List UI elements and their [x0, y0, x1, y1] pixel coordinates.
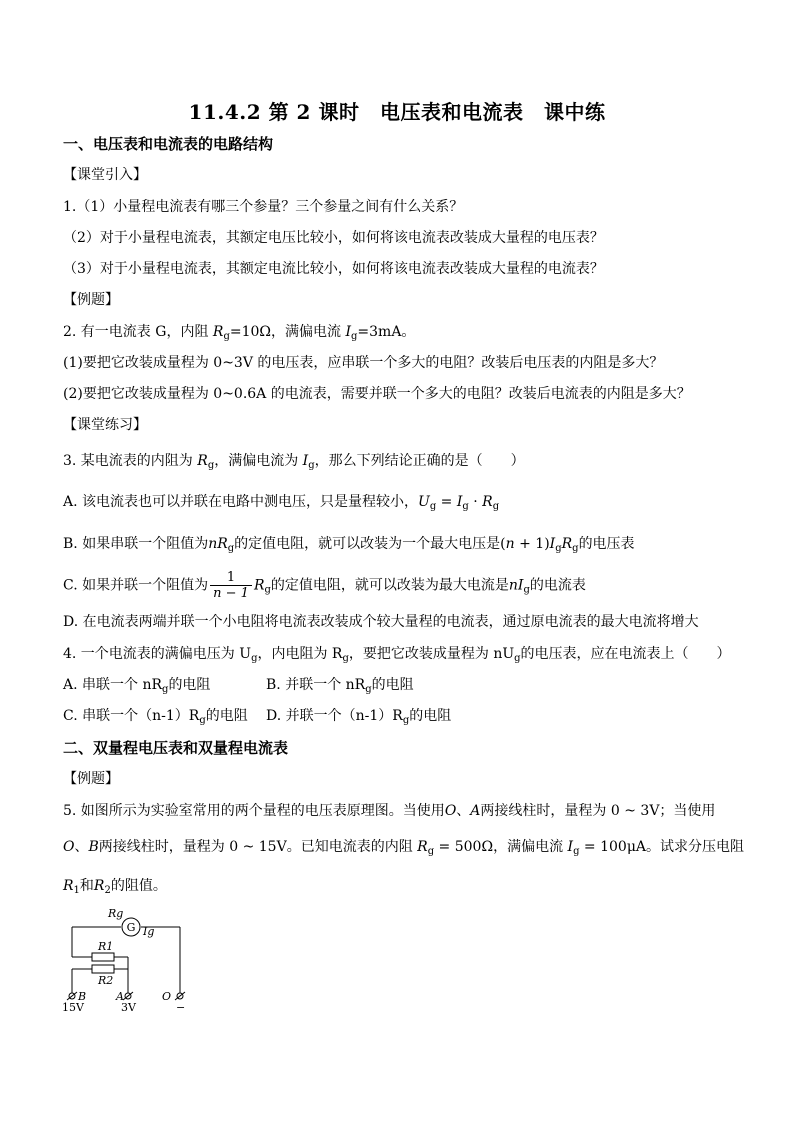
question-4-options-row-2 [63, 706, 753, 726]
question-4-option-b: B. 并联一个 $nR_g$的电阻 [266, 677, 414, 695]
question-3-option-d: D. 在电流表两端并联一个小电阻将电流表改装成个较大量程的电流表，通过原电流表的最大电流将增大 [63, 614, 699, 630]
label-rg: Rg [108, 907, 124, 920]
question-4-options-row-1 [63, 675, 753, 695]
question-3-option-c: C. 如果并联一个阻值为 $\frac{1}{n - 1}$ $R_g$的定值电阻，就可以改装为最大电流是$nI_g$的电流表 [63, 570, 586, 601]
question-4-stem: 4. 一个电流表的满偏电压为 $U_g$，内电阻为 $R_g$，要把它改装成量程为 $nU_g$的电压表，应在电流表上（ ） [63, 646, 731, 664]
question-3-option-a: A. 该电流表也可以并联在电路中测电压，只是量程较小，$U_g = I_g \cdot R_g$ [63, 494, 500, 512]
resistor-r2 [92, 965, 114, 973]
question-2-part-2: (2)要把它改装成量程为 0~0.6A 的电流表，需要并联一个多大的电阻？改装后电流表的内阻是多大？ [63, 386, 691, 402]
label-terminal-b: B [78, 990, 87, 1003]
section-heading-1: 一、电压表和电流表的电路结构 [63, 135, 274, 153]
label-minus: − [176, 1001, 186, 1014]
page-title: 11.4.2 第 2 课时 电压表和电流表 课中练 [188, 100, 606, 124]
dual-range-voltmeter-circuit-diagram [58, 905, 198, 1015]
resistor-r1 [92, 953, 114, 961]
label-r1: R1 [98, 940, 114, 953]
label-terminal-a: A [116, 990, 124, 1003]
question-1-part-1: 1.（1）小量程电流表有哪三个参量？三个参量之间有什么关系？ [63, 199, 464, 215]
question-2-stem: 2. 有一电流表 G，内阻 $R_g=10\Omega$，满偏电流 $I_g=3mA$。 [63, 324, 416, 342]
label-galvanometer: G [126, 921, 136, 934]
question-4-option-c: C. 串联一个$(n-1)R_g$的电阻 [63, 708, 248, 726]
label-3v: 3V [121, 1001, 136, 1014]
question-5-line-2: O、B两接线柱时，量程为 0 ~ 15V。已知电流表的内阻 $R_g = 500\Omega$，满偏电流 $I_g = 100\mu A$。试求分压电阻 [63, 839, 745, 857]
question-4-option-a: A. 串联一个 $nR_g$的电阻 [63, 677, 211, 695]
question-4-option-d: D. 并联一个$(n-1)R_g$的电阻 [266, 708, 452, 726]
fraction-one-over-n-minus-one: $\frac{1}{n - 1}$ [210, 570, 252, 601]
question-5-line-3: $R_1$和$R_2$的阻值。 [63, 878, 167, 896]
label-15v: 15V [62, 1001, 84, 1014]
question-2-part-1: (1)要把它改装成量程为 0~3V 的电压表，应串联一个多大的电阻？改装后电压表的内阻是多大？ [63, 355, 664, 371]
tag-practice: 【课堂练习】 [63, 417, 147, 433]
question-3-stem: 3. 某电流表的内阻为 $R_g$，满偏电流为 $I_g$，那么下列结论正确的是（ ） [63, 453, 525, 471]
question-5-line-1: 5. 如图所示为实验室常用的两个量程的电压表原理图。当使用O、A两接线柱时，量程为 0 ~ 3V；当使用 [63, 803, 716, 819]
label-r2: R2 [98, 974, 114, 987]
question-1-part-3: （3）对于小量程电流表，其额定电流比较小，如何将该电流表改装成大量程的电流表？ [63, 261, 604, 277]
question-3-option-b: B. 如果串联一个阻值为$nR_g$的定值电阻，就可以改装为一个最大电压是$(n + 1)I_gR_g$的电压表 [63, 536, 635, 554]
section-heading-2: 二、双量程电压表和双量程电流表 [63, 739, 289, 757]
label-terminal-o: O [162, 990, 172, 1003]
tag-intro: 【课堂引入】 [63, 167, 147, 183]
question-1-part-2: （2）对于小量程电流表，其额定电压比较小，如何将该电流表改装成大量程的电压表？ [63, 230, 604, 246]
tag-example: 【例题】 [63, 292, 119, 308]
label-ig: Ig [143, 925, 155, 938]
tag-example-2: 【例题】 [63, 771, 119, 787]
